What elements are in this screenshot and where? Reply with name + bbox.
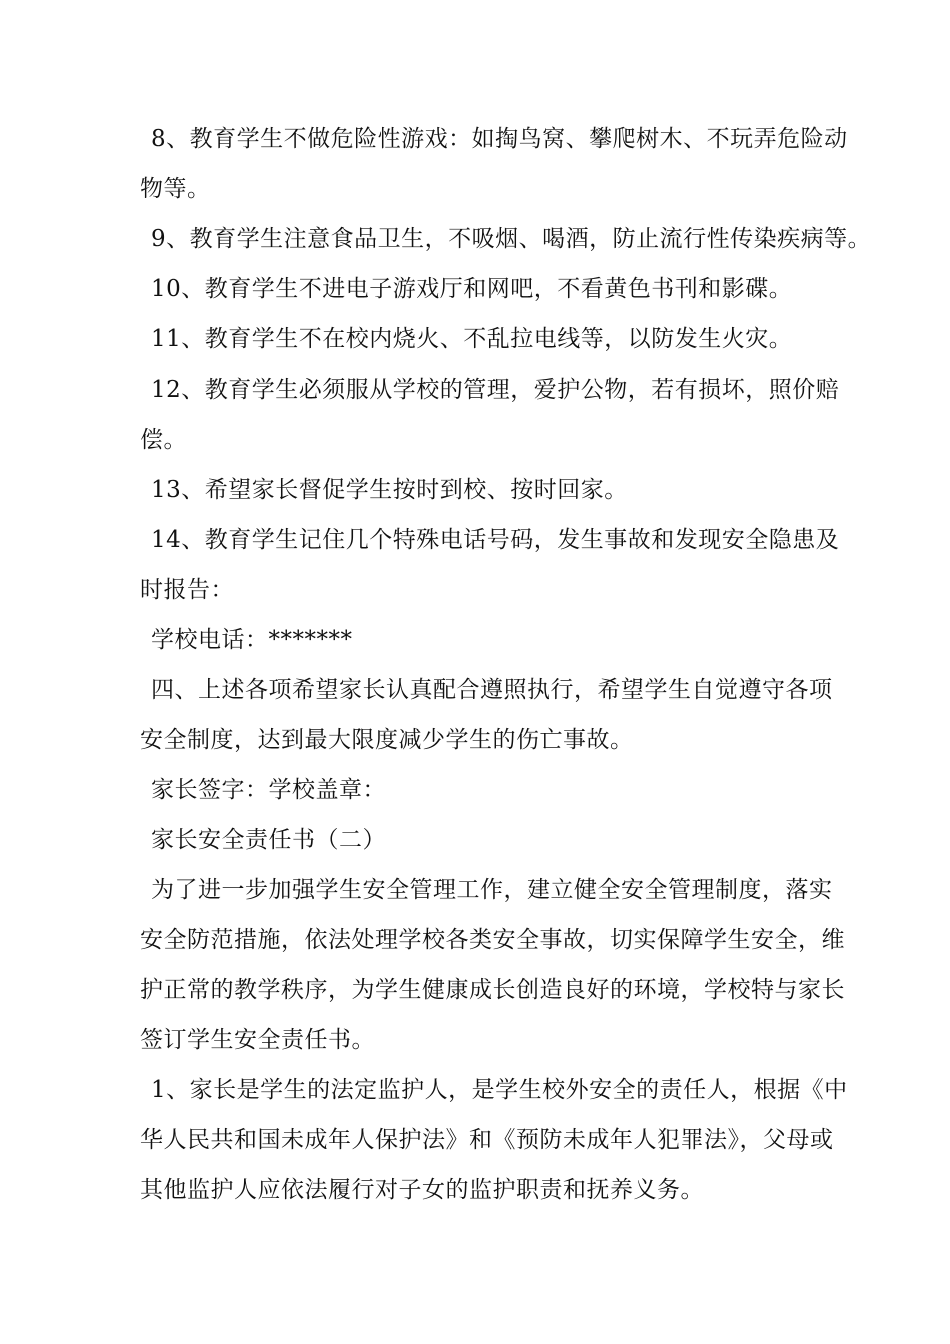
text-line: 8、教育学生不做危险性游戏：如掏鸟窝、攀爬树木、不玩弄危险动 [151,126,848,152]
text-line: 14、教育学生记住几个特殊电话号码，发生事故和发现安全隐患及 [151,527,840,553]
text-line: 11、教育学生不在校内烧火、不乱拉电线等，以防发生火灾。 [151,326,793,352]
text-line: 为了进一步加强学生安全管理工作，建立健全安全管理制度，落实 [151,877,833,903]
text-line: 签订学生安全责任书。 [140,1027,375,1053]
text-line: 华人民共和国未成年人保护法》和《预防未成年人犯罪法》，父母或 [140,1127,834,1153]
text-line: 1、家长是学生的法定监护人，是学生校外安全的责任人，根据《中 [151,1077,848,1103]
text-line: 13、希望家长督促学生按时到校、按时回家。 [151,477,628,503]
text-line: 家长签字：学校盖章： [151,777,386,803]
text-line: 物等。 [140,176,211,202]
text-line: 偿。 [140,427,187,453]
text-line: 护正常的教学秩序，为学生健康成长创造良好的环境，学校特与家长 [140,977,845,1003]
text-line: 9、教育学生注意食品卫生，不吸烟、喝酒，防止流行性传染疾病等。 [151,226,872,252]
text-line: 12、教育学生必须服从学校的管理，爱护公物，若有损坏，照价赔 [151,377,840,403]
text-line: 学校电话：******* [151,627,353,653]
text-line: 10、教育学生不进电子游戏厅和网吧，不看黄色书刊和影碟。 [151,276,793,302]
text-line: 安全制度，达到最大限度减少学生的伤亡事故。 [140,727,634,753]
section-title: 家长安全责任书（二） [151,827,386,853]
text-line: 其他监护人应依法履行对子女的监护职责和抚养义务。 [140,1177,704,1203]
text-line: 时报告： [140,577,234,603]
text-line: 安全防范措施，依法处理学校各类安全事故，切实保障学生安全，维 [140,927,845,953]
text-line: 四、上述各项希望家长认真配合遵照执行，希望学生自觉遵守各项 [151,677,833,703]
